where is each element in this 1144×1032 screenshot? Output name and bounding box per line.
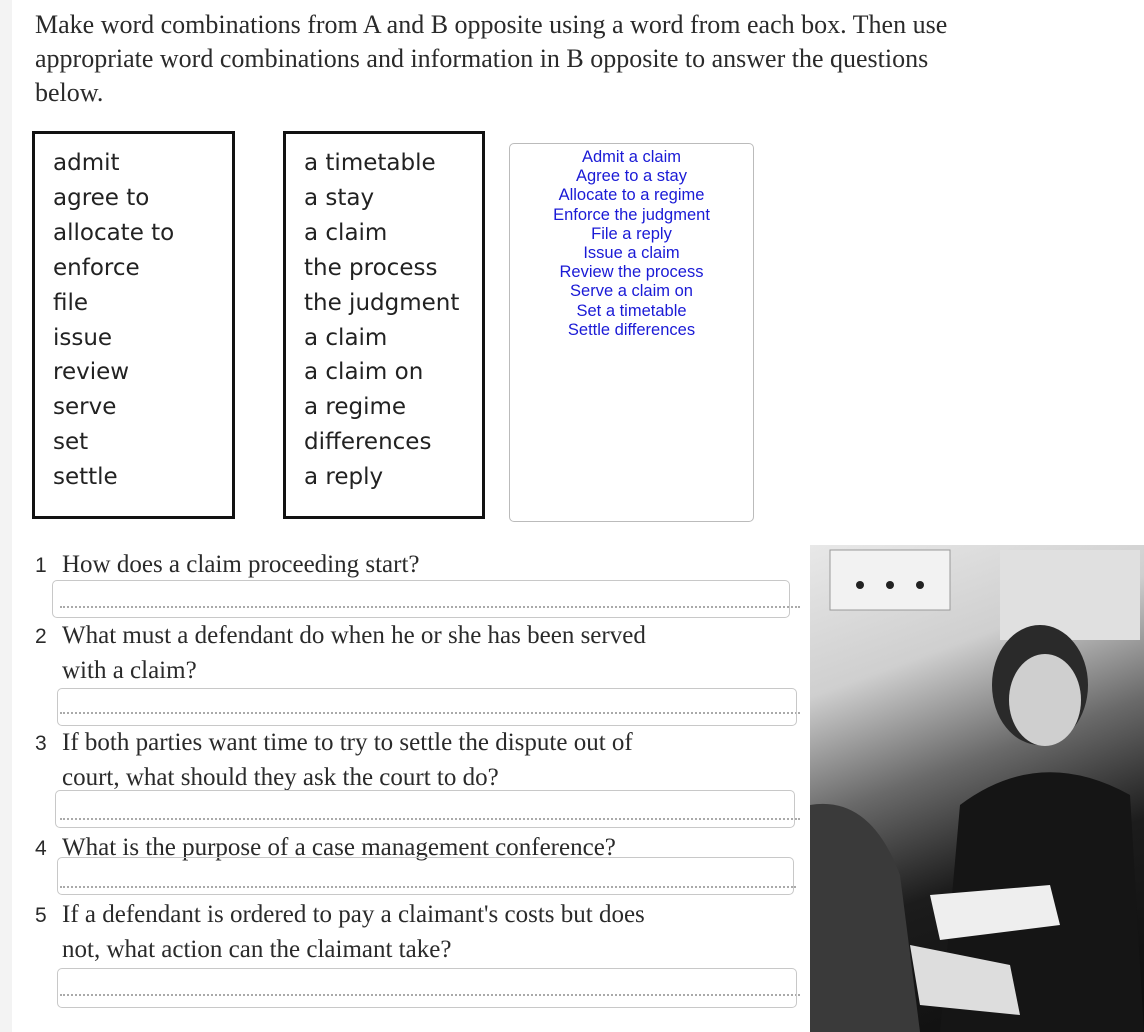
- combination: Review the process: [559, 263, 704, 282]
- object: the process: [304, 254, 438, 281]
- verb: admit: [53, 150, 120, 176]
- object: differences: [304, 429, 432, 456]
- object: a stay: [304, 184, 375, 211]
- question-2: [35, 619, 646, 688]
- combination: File a reply: [591, 224, 672, 243]
- answer-input-1[interactable]: [52, 580, 790, 618]
- verb: set: [53, 429, 89, 456]
- verb: serve: [53, 394, 117, 421]
- combination: Settle differences: [567, 320, 696, 339]
- answer-input-4[interactable]: [57, 857, 794, 895]
- question-3: [35, 726, 633, 795]
- question-text: How does a claim proceeding start?: [62, 551, 420, 578]
- object: a claim on: [304, 359, 424, 386]
- combination: Agree to a stay: [576, 167, 687, 186]
- object: a regime: [304, 394, 407, 421]
- verb: enforce: [53, 254, 140, 281]
- question-number: 2: [35, 625, 47, 648]
- object: a claim: [304, 219, 388, 246]
- instructions-line: appropriate word combinations and information in B opposite to answer the questions: [35, 44, 929, 73]
- object: a reply: [304, 464, 384, 491]
- object: a claim: [304, 324, 388, 351]
- question-number: 5: [35, 904, 47, 927]
- question-text: What must a defendant do when he or she has been served: [62, 622, 646, 649]
- answer-input-5[interactable]: [57, 968, 797, 1008]
- photo-illustration: [810, 545, 1144, 1032]
- page-edge: [0, 0, 12, 1032]
- combination: Admit a claim: [581, 148, 682, 166]
- box-a: [32, 131, 235, 519]
- verb: agree to: [53, 184, 150, 211]
- verb: issue: [53, 324, 113, 351]
- answer-input-2[interactable]: [57, 688, 797, 726]
- verb: allocate to: [53, 219, 175, 246]
- answer-input-3[interactable]: [55, 790, 795, 828]
- combination: Allocate to a regime: [558, 186, 705, 205]
- question-1: [35, 548, 420, 583]
- question-text: If a defendant is ordered to pay a claimant's costs but does: [62, 901, 645, 928]
- question-5: [35, 898, 645, 967]
- verb: review: [53, 359, 130, 386]
- object: a timetable: [304, 150, 436, 176]
- verb: settle: [53, 464, 118, 491]
- question-text: If both parties want time to try to settle the dispute out of: [62, 729, 633, 756]
- photo-lawyer-meeting: [810, 545, 1144, 1032]
- combination: Issue a claim: [583, 244, 680, 263]
- object: the judgment: [304, 289, 460, 316]
- question-number: 1: [35, 554, 47, 577]
- verb: file: [53, 289, 89, 316]
- question-text: not, what action can the claimant take?: [62, 936, 452, 963]
- instructions-line: Make word combinations from A and B opposite using a word from each box. Then use: [35, 10, 948, 39]
- instructions-line: below.: [35, 78, 104, 107]
- combination: Serve a claim on: [570, 282, 693, 301]
- question-text: What is the purpose of a case management conference?: [62, 834, 616, 861]
- combination: Set a timetable: [576, 301, 687, 320]
- combinations-textarea[interactable]: [509, 143, 754, 522]
- box-b: [283, 131, 485, 519]
- combination: Enforce the judgment: [553, 205, 710, 224]
- question-number: 4: [35, 837, 47, 860]
- question-text: court, what should they ask the court to do?: [62, 764, 499, 791]
- question-text: with a claim?: [62, 657, 197, 684]
- instructions: [35, 8, 1135, 110]
- question-number: 3: [35, 732, 47, 755]
